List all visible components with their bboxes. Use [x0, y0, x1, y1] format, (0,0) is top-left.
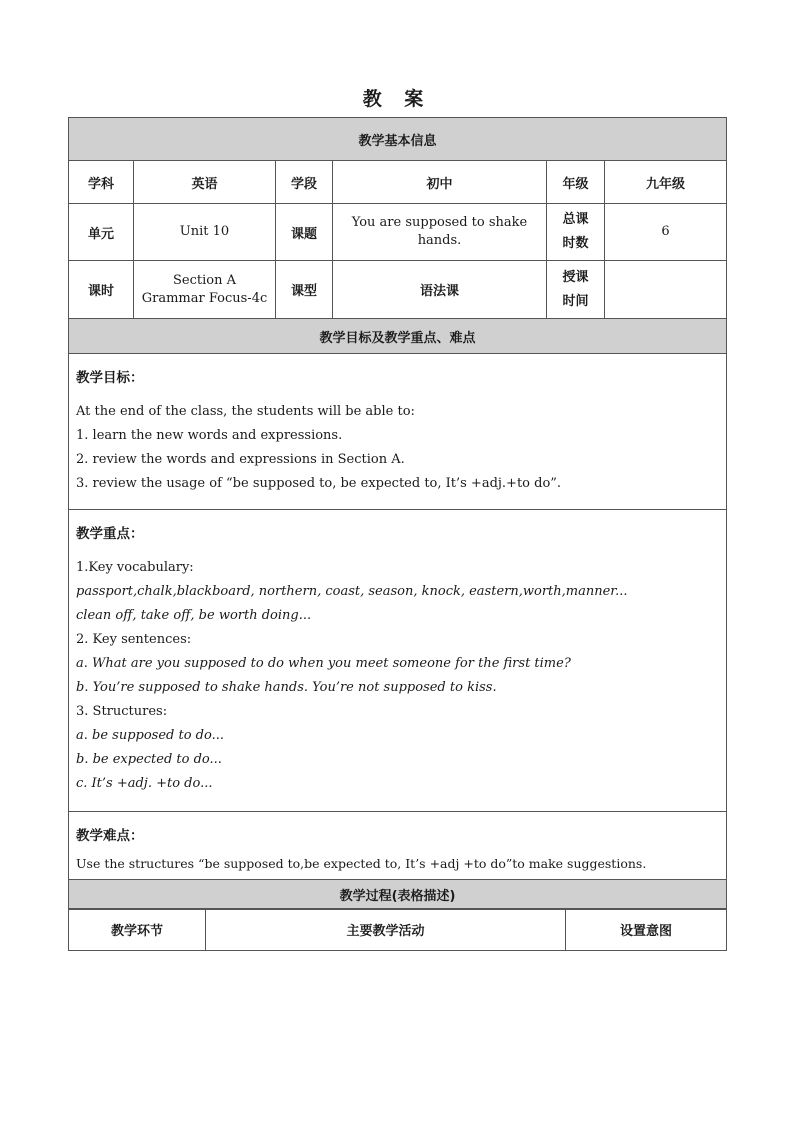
difficulties-section	[69, 812, 727, 880]
key-points-title: 教学重点：	[76, 526, 144, 542]
objectives-title: 教学目标：	[76, 370, 144, 386]
topic-value: You are supposed to shake hands.	[333, 204, 547, 261]
objective-line: 3. review the usage of “be supposed to, be expected to, It’s +adj.+to do”.	[76, 476, 562, 491]
subject-label: 学科	[69, 161, 134, 204]
key-point-line: 2. Key sentences:	[76, 632, 192, 647]
teaching-time-label-line2: 时间	[562, 293, 589, 309]
process-column-purpose: 设置意图	[566, 909, 727, 951]
stage-value: 初中	[333, 161, 547, 204]
key-point-line: 3. Structures:	[76, 704, 168, 719]
objectives-header: 教学目标及教学重点、难点	[69, 319, 727, 354]
period-value-line2: Grammar Focus-4c	[141, 290, 268, 306]
key-point-line: b. be expected to do...	[76, 752, 222, 767]
unit-label: 单元	[69, 204, 134, 261]
key-point-line: passport,chalk,blackboard, northern, coast, season, knock, eastern,worth,manner...	[76, 584, 628, 599]
subject-value: 英语	[134, 161, 276, 204]
key-point-line: a. be supposed to do...	[76, 728, 224, 743]
key-point-line: 1.Key vocabulary:	[76, 560, 194, 575]
key-point-line: clean off, take off, be worth doing...	[76, 608, 312, 623]
difficulties-text: Use the structures “be supposed to,be expected to, It’s +adj +to do”to make suggestions.	[76, 856, 647, 871]
stage-label: 学段	[276, 161, 333, 204]
document-title: 教 案	[362, 88, 432, 110]
lesson-type-value: 语法课	[333, 261, 547, 319]
teaching-time-label-line1: 授课	[562, 269, 589, 285]
basic-info-header: 教学基本信息	[69, 118, 727, 161]
unit-value: Unit 10	[134, 204, 276, 261]
lesson-type-label: 课型	[276, 261, 333, 319]
lesson-plan-table	[68, 117, 727, 910]
period-value	[134, 261, 276, 319]
key-point-line: b. You’re supposed to shake hands. You’re not supposed to kiss.	[76, 680, 497, 695]
objective-line: At the end of the class, the students will be able to:	[76, 404, 415, 419]
objective-line: 2. review the words and expressions in Section A.	[76, 452, 405, 467]
process-column-stage: 教学环节	[69, 909, 206, 951]
key-points-section	[69, 510, 727, 812]
key-point-line: a. What are you supposed to do when you meet someone for the first time?	[76, 656, 571, 671]
objectives-section	[69, 354, 727, 510]
total-periods-label-line2: 时数	[562, 236, 589, 251]
difficulties-title: 教学难点：	[76, 828, 144, 844]
process-column-activities: 主要教学活动	[206, 909, 566, 951]
total-periods-label-line1: 总课	[562, 212, 589, 227]
period-value-line1: Section A	[173, 272, 236, 288]
grade-value: 九年级	[605, 161, 727, 204]
objective-line: 1. learn the new words and expressions.	[76, 428, 343, 443]
total-periods-label	[547, 204, 605, 261]
total-periods-value: 6	[605, 204, 727, 261]
period-label: 课时	[69, 261, 134, 319]
teaching-time-label	[547, 261, 605, 319]
grade-label: 年级	[547, 161, 605, 204]
process-header: 教学过程(表格描述)	[69, 880, 727, 910]
topic-label: 课题	[276, 204, 333, 261]
process-table	[68, 908, 727, 951]
teaching-time-value	[605, 261, 727, 319]
key-point-line: c. It’s +adj. +to do...	[76, 776, 213, 791]
